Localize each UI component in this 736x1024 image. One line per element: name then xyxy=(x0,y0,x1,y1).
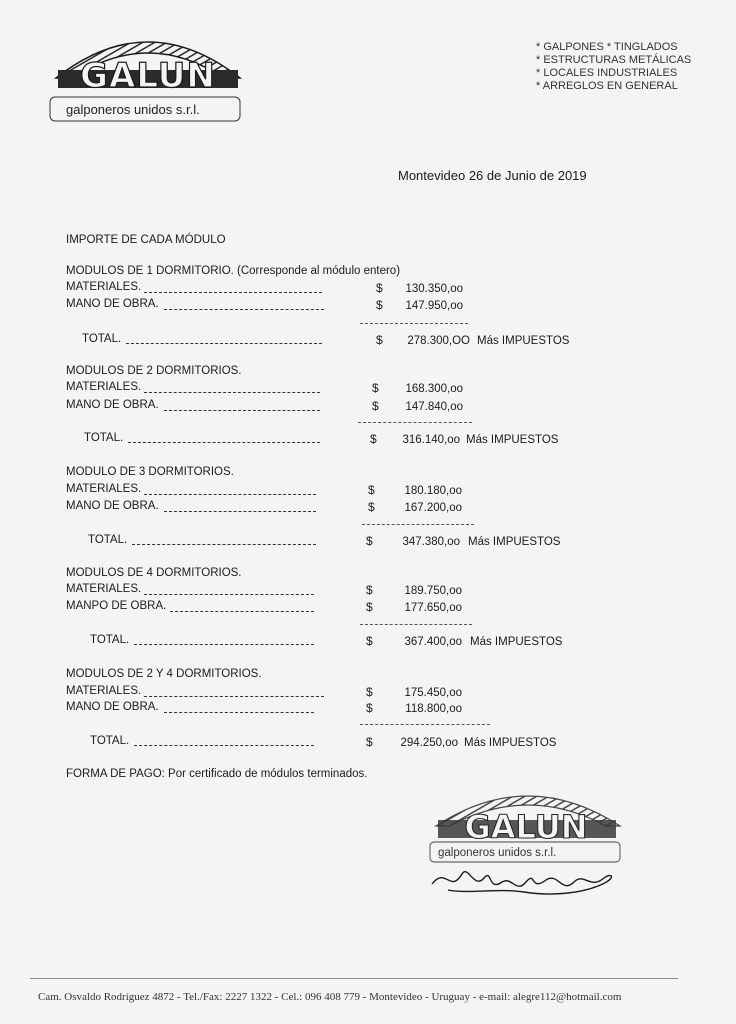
currency-symbol: $ xyxy=(366,583,373,597)
section-title: MODULOS DE 4 DORMITORIOS. xyxy=(66,567,242,579)
materials-label: MATERIALES. xyxy=(66,281,142,293)
sum-line xyxy=(362,524,474,525)
total-amount: 278.300,OO xyxy=(407,335,470,347)
labor-amount: 147.840,oo xyxy=(405,401,463,413)
company-name: galponeros unidos s.r.l. xyxy=(66,102,200,117)
leader-dots xyxy=(164,511,316,512)
leader-dots xyxy=(164,410,320,411)
labor-label: MANPO DE OBRA. xyxy=(66,600,167,612)
currency-symbol: $ xyxy=(372,399,379,413)
leader-dots xyxy=(132,544,316,545)
leader-dots xyxy=(164,712,314,713)
total-label: TOTAL. xyxy=(88,534,128,546)
leader-dots xyxy=(170,611,314,612)
labor-label: MANO DE OBRA. xyxy=(66,500,159,512)
labor-amount: 147.950,oo xyxy=(405,300,463,312)
materials-label: MATERIALES. xyxy=(66,381,142,393)
leader-dots xyxy=(144,696,324,697)
currency-symbol: $ xyxy=(366,534,373,548)
total-label: TOTAL. xyxy=(82,333,122,345)
materials-amount: 175.450,oo xyxy=(404,687,462,699)
tax-note: Más IMPUESTOS xyxy=(477,335,570,347)
sum-line xyxy=(360,724,490,725)
service-item: * LOCALES INDUSTRIALES xyxy=(536,67,678,79)
section-title: MODULOS DE 1 DORMITORIO. (Corresponde al módulo entero) xyxy=(66,265,401,277)
service-item: * ARREGLOS EN GENERAL xyxy=(536,80,678,92)
stamp-wordmark: GALUN xyxy=(464,808,588,846)
currency-symbol: $ xyxy=(376,281,383,295)
leader-dots xyxy=(144,292,322,293)
currency-symbol: $ xyxy=(366,600,373,614)
currency-symbol: $ xyxy=(366,701,373,715)
letter-date: Montevideo 26 de Junio de 2019 xyxy=(398,168,587,183)
leader-dots xyxy=(128,442,320,443)
currency-symbol: $ xyxy=(368,500,375,514)
currency-symbol: $ xyxy=(370,432,377,446)
tax-note: Más IMPUESTOS xyxy=(464,737,557,749)
currency-symbol: $ xyxy=(366,634,373,648)
stamp-company-name: galponeros unidos s.r.l. xyxy=(438,847,557,859)
section-title: MODULOS DE 2 DORMITORIOS. xyxy=(66,365,242,377)
company-stamp xyxy=(428,782,628,902)
currency-symbol: $ xyxy=(372,381,379,395)
labor-label: MANO DE OBRA. xyxy=(66,701,159,713)
leader-dots xyxy=(144,594,314,595)
footer-contact: Cam. Osvaldo Rodríguez 4872 - Tel./Fax: 2227 1322 - Cel.: 096 408 779 - Montevideo - Uruguay - e-mail: alegre112@hotmail.com xyxy=(38,991,622,1003)
section-title: MODULOS DE 2 Y 4 DORMITORIOS. xyxy=(66,668,262,680)
total-amount: 367.400,oo xyxy=(404,636,462,648)
currency-symbol: $ xyxy=(368,483,375,497)
signature xyxy=(432,872,612,894)
leader-dots xyxy=(134,644,314,645)
labor-label: MANO DE OBRA. xyxy=(66,298,159,310)
labor-amount: 167.200,oo xyxy=(404,502,462,514)
materials-label: MATERIALES. xyxy=(66,583,142,595)
tax-note: Más IMPUESTOS xyxy=(470,636,563,648)
materials-label: MATERIALES. xyxy=(66,685,142,697)
materials-label: MATERIALES. xyxy=(66,483,142,495)
labor-amount: 177.650,oo xyxy=(404,602,462,614)
labor-amount: 118.800,oo xyxy=(405,703,462,715)
service-item: * GALPONES * TINGLADOS xyxy=(536,41,678,53)
materials-amount: 130.350,oo xyxy=(405,283,463,295)
materials-amount: 180.180,oo xyxy=(404,485,462,497)
total-amount: 347.380,oo xyxy=(402,536,460,548)
leader-dots xyxy=(134,745,314,746)
payment-terms: FORMA DE PAGO: Por certificado de módulos terminados. xyxy=(66,768,368,780)
total-label: TOTAL. xyxy=(90,634,130,646)
footer-rule xyxy=(30,978,678,979)
company-logo xyxy=(48,20,248,125)
leader-dots xyxy=(144,494,316,495)
service-item: * ESTRUCTURAS METÁLICAS xyxy=(536,54,692,66)
tax-note: Más IMPUESTOS xyxy=(468,536,561,548)
currency-symbol: $ xyxy=(366,685,373,699)
total-amount: 294.250,oo xyxy=(400,737,458,749)
materials-amount: 189.750,oo xyxy=(404,585,462,597)
leader-dots xyxy=(164,309,324,310)
document-heading: IMPORTE DE CADA MÓDULO xyxy=(66,234,226,246)
leader-dots xyxy=(126,343,322,344)
sum-line xyxy=(358,422,472,423)
section-title: MODULO DE 3 DORMITORIOS. xyxy=(66,466,234,478)
currency-symbol: $ xyxy=(376,333,383,347)
sum-line xyxy=(360,624,472,625)
labor-label: MANO DE OBRA. xyxy=(66,399,159,411)
total-label: TOTAL. xyxy=(84,432,124,444)
currency-symbol: $ xyxy=(376,298,383,312)
tax-note: Más IMPUESTOS xyxy=(466,434,559,446)
currency-symbol: $ xyxy=(366,735,373,749)
leader-dots xyxy=(144,392,320,393)
sum-line xyxy=(360,323,468,324)
logo-wordmark: GALUN xyxy=(80,56,216,96)
total-label: TOTAL. xyxy=(90,735,130,747)
materials-amount: 168.300,oo xyxy=(405,383,463,395)
total-amount: 316.140,oo xyxy=(402,434,460,446)
